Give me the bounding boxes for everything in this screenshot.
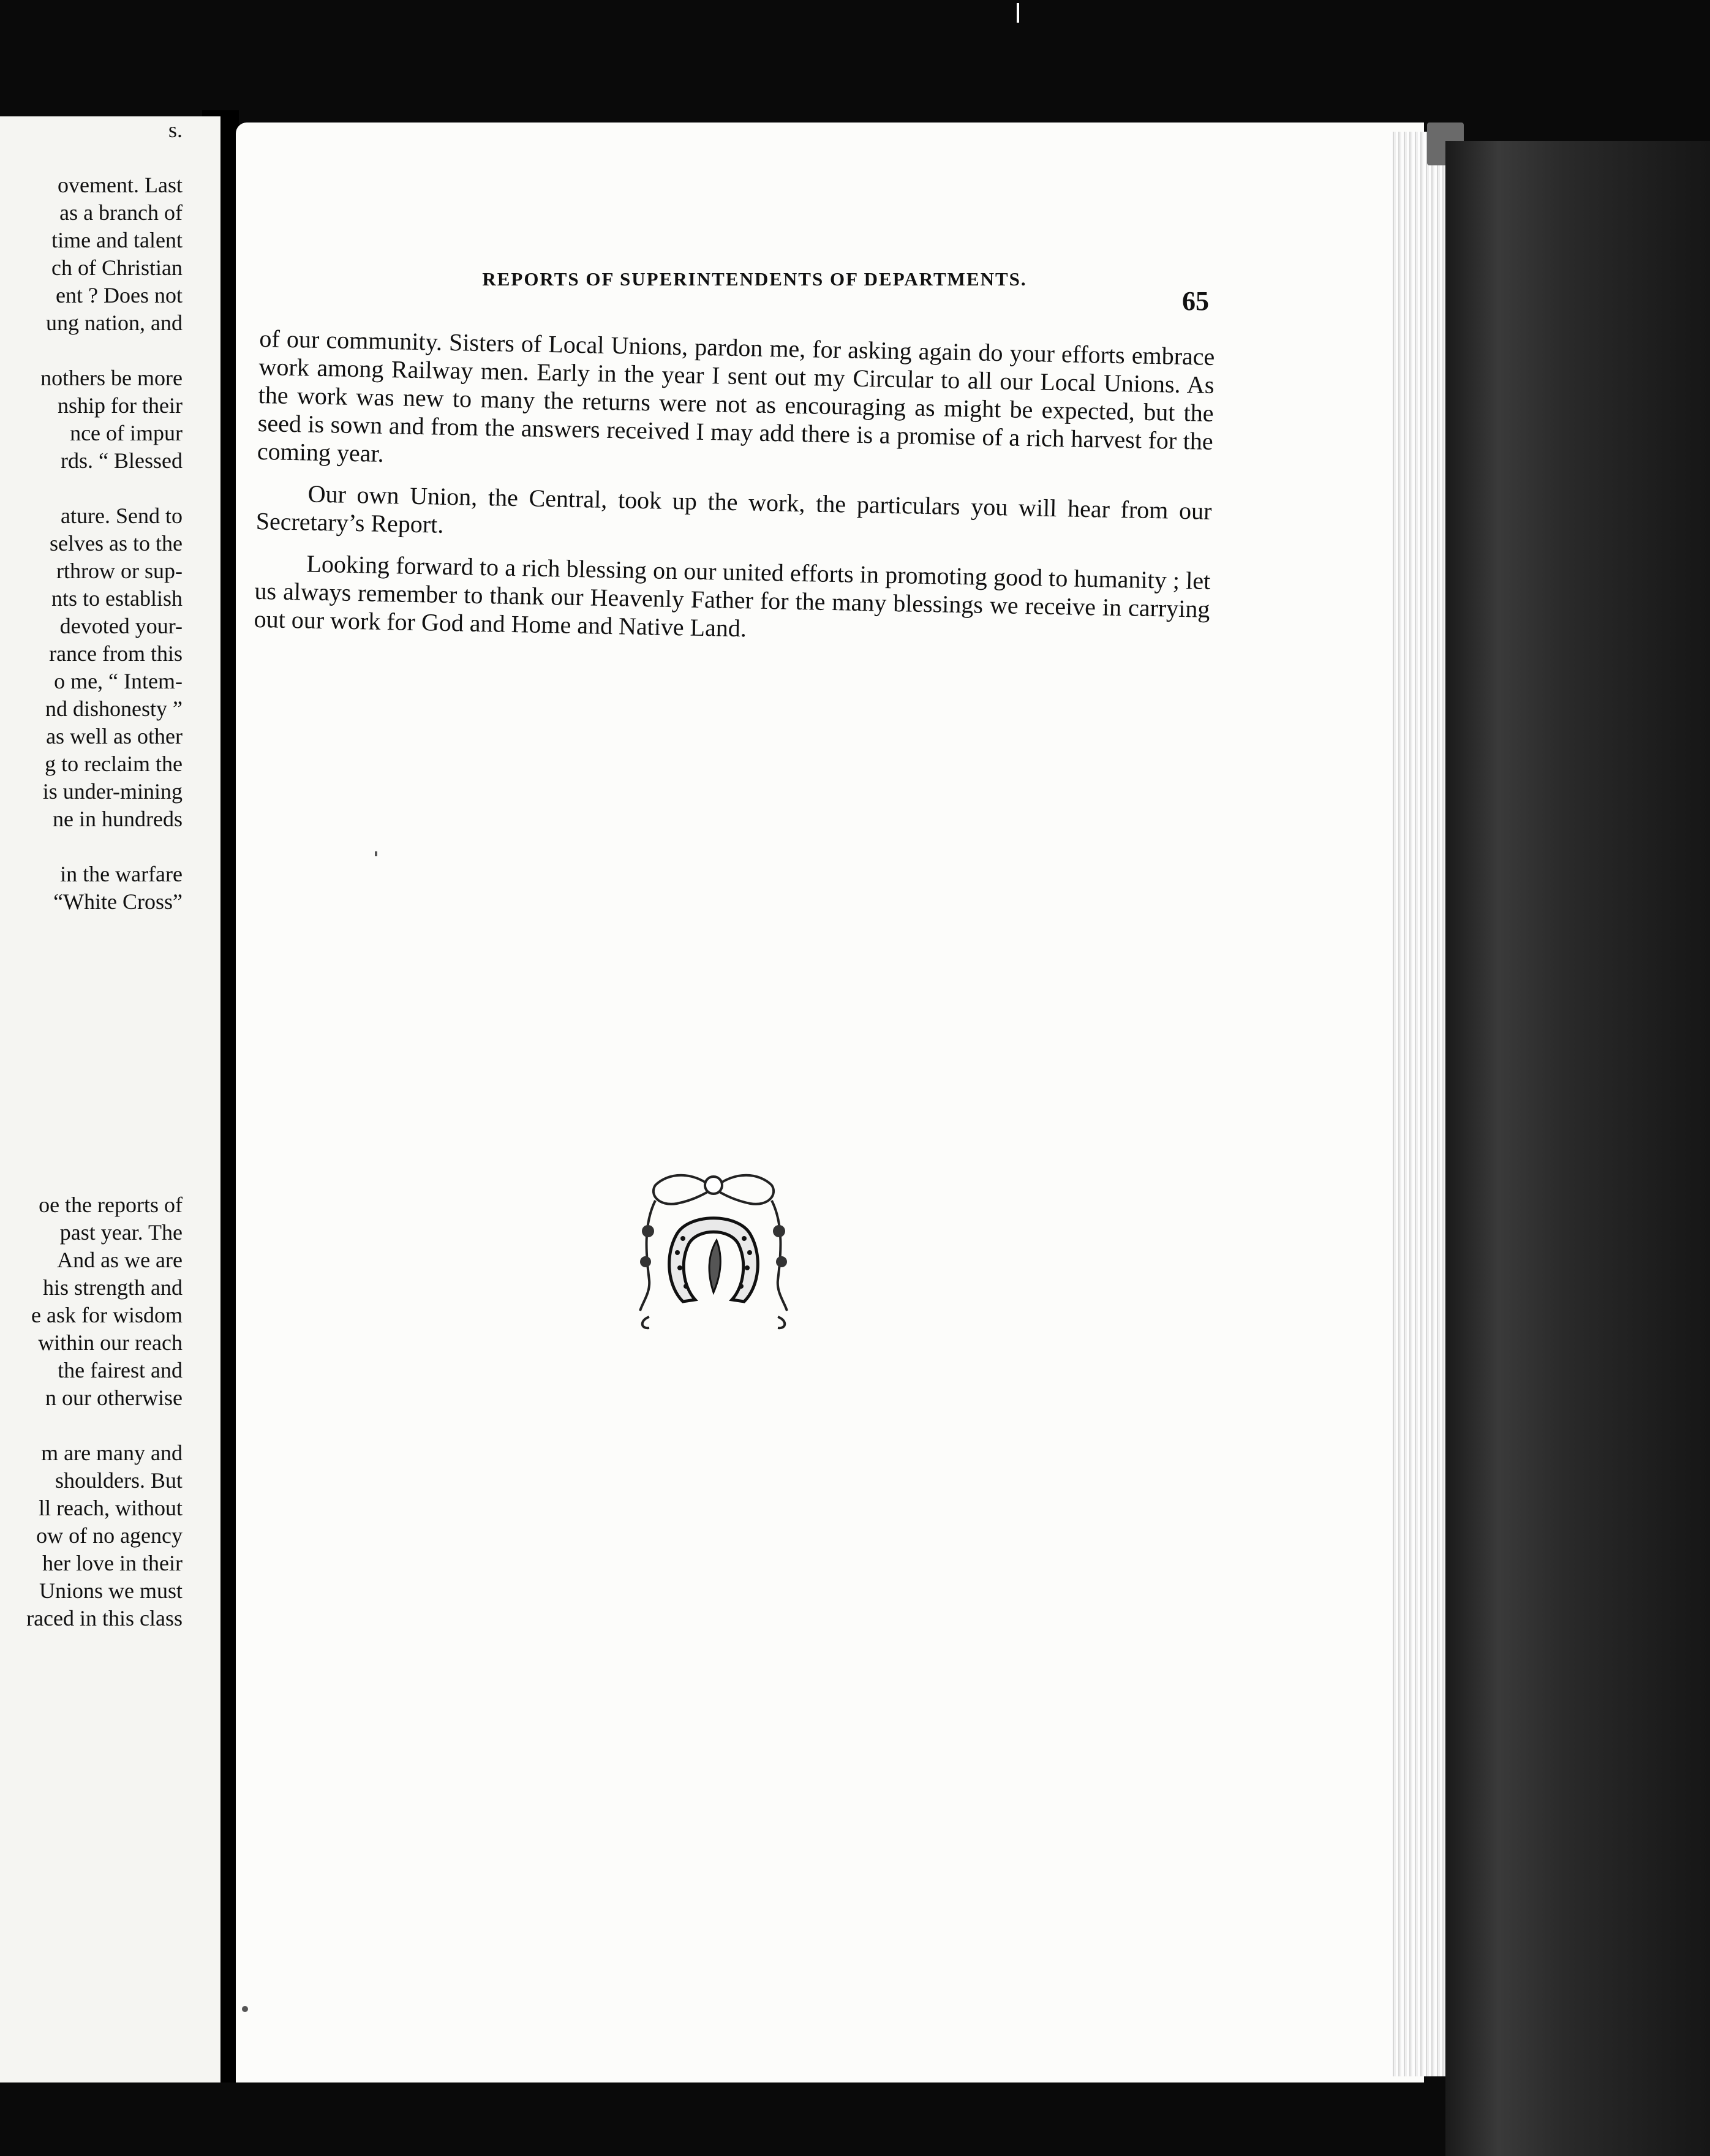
left-page-line: as a branch of — [59, 200, 183, 225]
left-page-line: selves as to the — [50, 531, 183, 556]
left-page-line — [0, 144, 183, 172]
left-page-line: is under-mining — [42, 779, 183, 804]
left-page — [0, 116, 220, 2082]
left-page-line: e ask for wisdom — [31, 1303, 183, 1327]
left-page-line: as well as other — [46, 724, 183, 748]
left-page-line: s. — [168, 118, 183, 142]
leaf-sprig-icon — [709, 1240, 720, 1292]
left-page-line — [0, 1026, 183, 1054]
left-page-line: Unions we must — [39, 1578, 183, 1603]
left-page-line: rthrow or sup- — [56, 559, 183, 583]
left-page-line: ll reach, without — [39, 1496, 183, 1520]
left-page-line: oe the reports of — [39, 1193, 183, 1217]
left-page-line: within our reach — [38, 1330, 183, 1355]
left-page-line — [0, 1054, 183, 1081]
horseshoe-ribbon-ornament — [631, 1164, 796, 1335]
book-cover — [1445, 141, 1710, 2156]
left-page-line — [0, 943, 183, 971]
paragraph-2: Our own Union, the Central, took up the work, the particulars you will hear from our Secretary’s Report. — [255, 480, 1212, 538]
page-speck — [242, 2006, 248, 2012]
page-number: 65 — [1182, 286, 1209, 316]
page-edges — [1390, 132, 1445, 2076]
left-page-line: rds. “ Blessed — [61, 448, 183, 473]
left-page-line: nts to establish — [51, 586, 183, 611]
left-page-line: nd dishonesty ” — [45, 696, 183, 721]
left-page-line: ung nation, and — [46, 311, 183, 335]
left-page-line: in the warfare — [60, 862, 183, 886]
left-page-line — [0, 475, 183, 502]
running-head: REPORTS OF SUPERINTENDENTS OF DEPARTMENTS. — [482, 268, 1027, 290]
left-page-line — [0, 337, 183, 364]
paragraph-1: of our community. Sisters of Local Unions, pardon me, for asking again do your efforts embrace work among Railway men. Early in the year I sent out my Circular to all our Local Unions. As the work was new to many the returns were not as encouraging as might be expected, but the seed is sown and from the answers received I may add there is a promise of a rich harvest for the coming year. — [257, 325, 1215, 467]
left-page-line — [0, 1136, 183, 1164]
left-page-line: ne in hundreds — [53, 807, 183, 831]
left-page-line: ovement. Last — [58, 173, 183, 197]
left-page-line: past year. The — [59, 1220, 183, 1245]
left-page-line: time and talent — [51, 228, 183, 252]
left-page-line: devoted your- — [59, 614, 183, 638]
left-page-line: ent ? Does not — [56, 283, 183, 307]
page-speck — [375, 851, 377, 856]
left-page-line — [0, 833, 183, 861]
left-page-line: And as we are — [57, 1248, 183, 1272]
left-page-line — [0, 1412, 183, 1439]
left-page-line: his strength and — [43, 1275, 183, 1300]
left-page-line: n our otherwise — [45, 1385, 183, 1410]
left-page-line — [0, 971, 183, 998]
left-page-line: o me, “ Intem- — [54, 669, 183, 693]
left-page-line — [0, 916, 183, 943]
left-page-line — [0, 1164, 183, 1191]
left-page-line — [0, 1109, 183, 1136]
left-page-line: g to reclaim the — [45, 752, 183, 776]
left-page-line: “White Cross” — [53, 889, 183, 914]
left-page-line: ature. Send to — [61, 503, 183, 528]
body-text — [254, 325, 1215, 665]
left-page-line: rance from this — [49, 641, 183, 666]
scan-mark — [1017, 3, 1019, 23]
left-page-text-column — [0, 116, 183, 1632]
left-page-line: her love in their — [42, 1551, 183, 1575]
left-page-line: shoulders. But — [55, 1468, 183, 1493]
left-page-line: nce of impur — [70, 421, 183, 445]
left-page-line: nothers be more — [40, 366, 183, 390]
left-page-line: ow of no agency — [36, 1523, 183, 1548]
left-page-line: m are many and — [41, 1441, 183, 1465]
left-page-line: ch of Christian — [51, 255, 183, 280]
left-page-line: raced in this class — [26, 1606, 183, 1630]
paragraph-3: Looking forward to a rich blessing on our united efforts in promoting good to humanity ; let us always remember to thank our Heavenly Father for the many blessings we receive in carrying out our work for God and Home and Native Land. — [254, 549, 1211, 643]
left-page-line — [0, 998, 183, 1026]
left-page-line: nship for their — [58, 393, 183, 418]
left-page-line: the fairest and — [58, 1358, 183, 1382]
left-page-line — [0, 1081, 183, 1109]
